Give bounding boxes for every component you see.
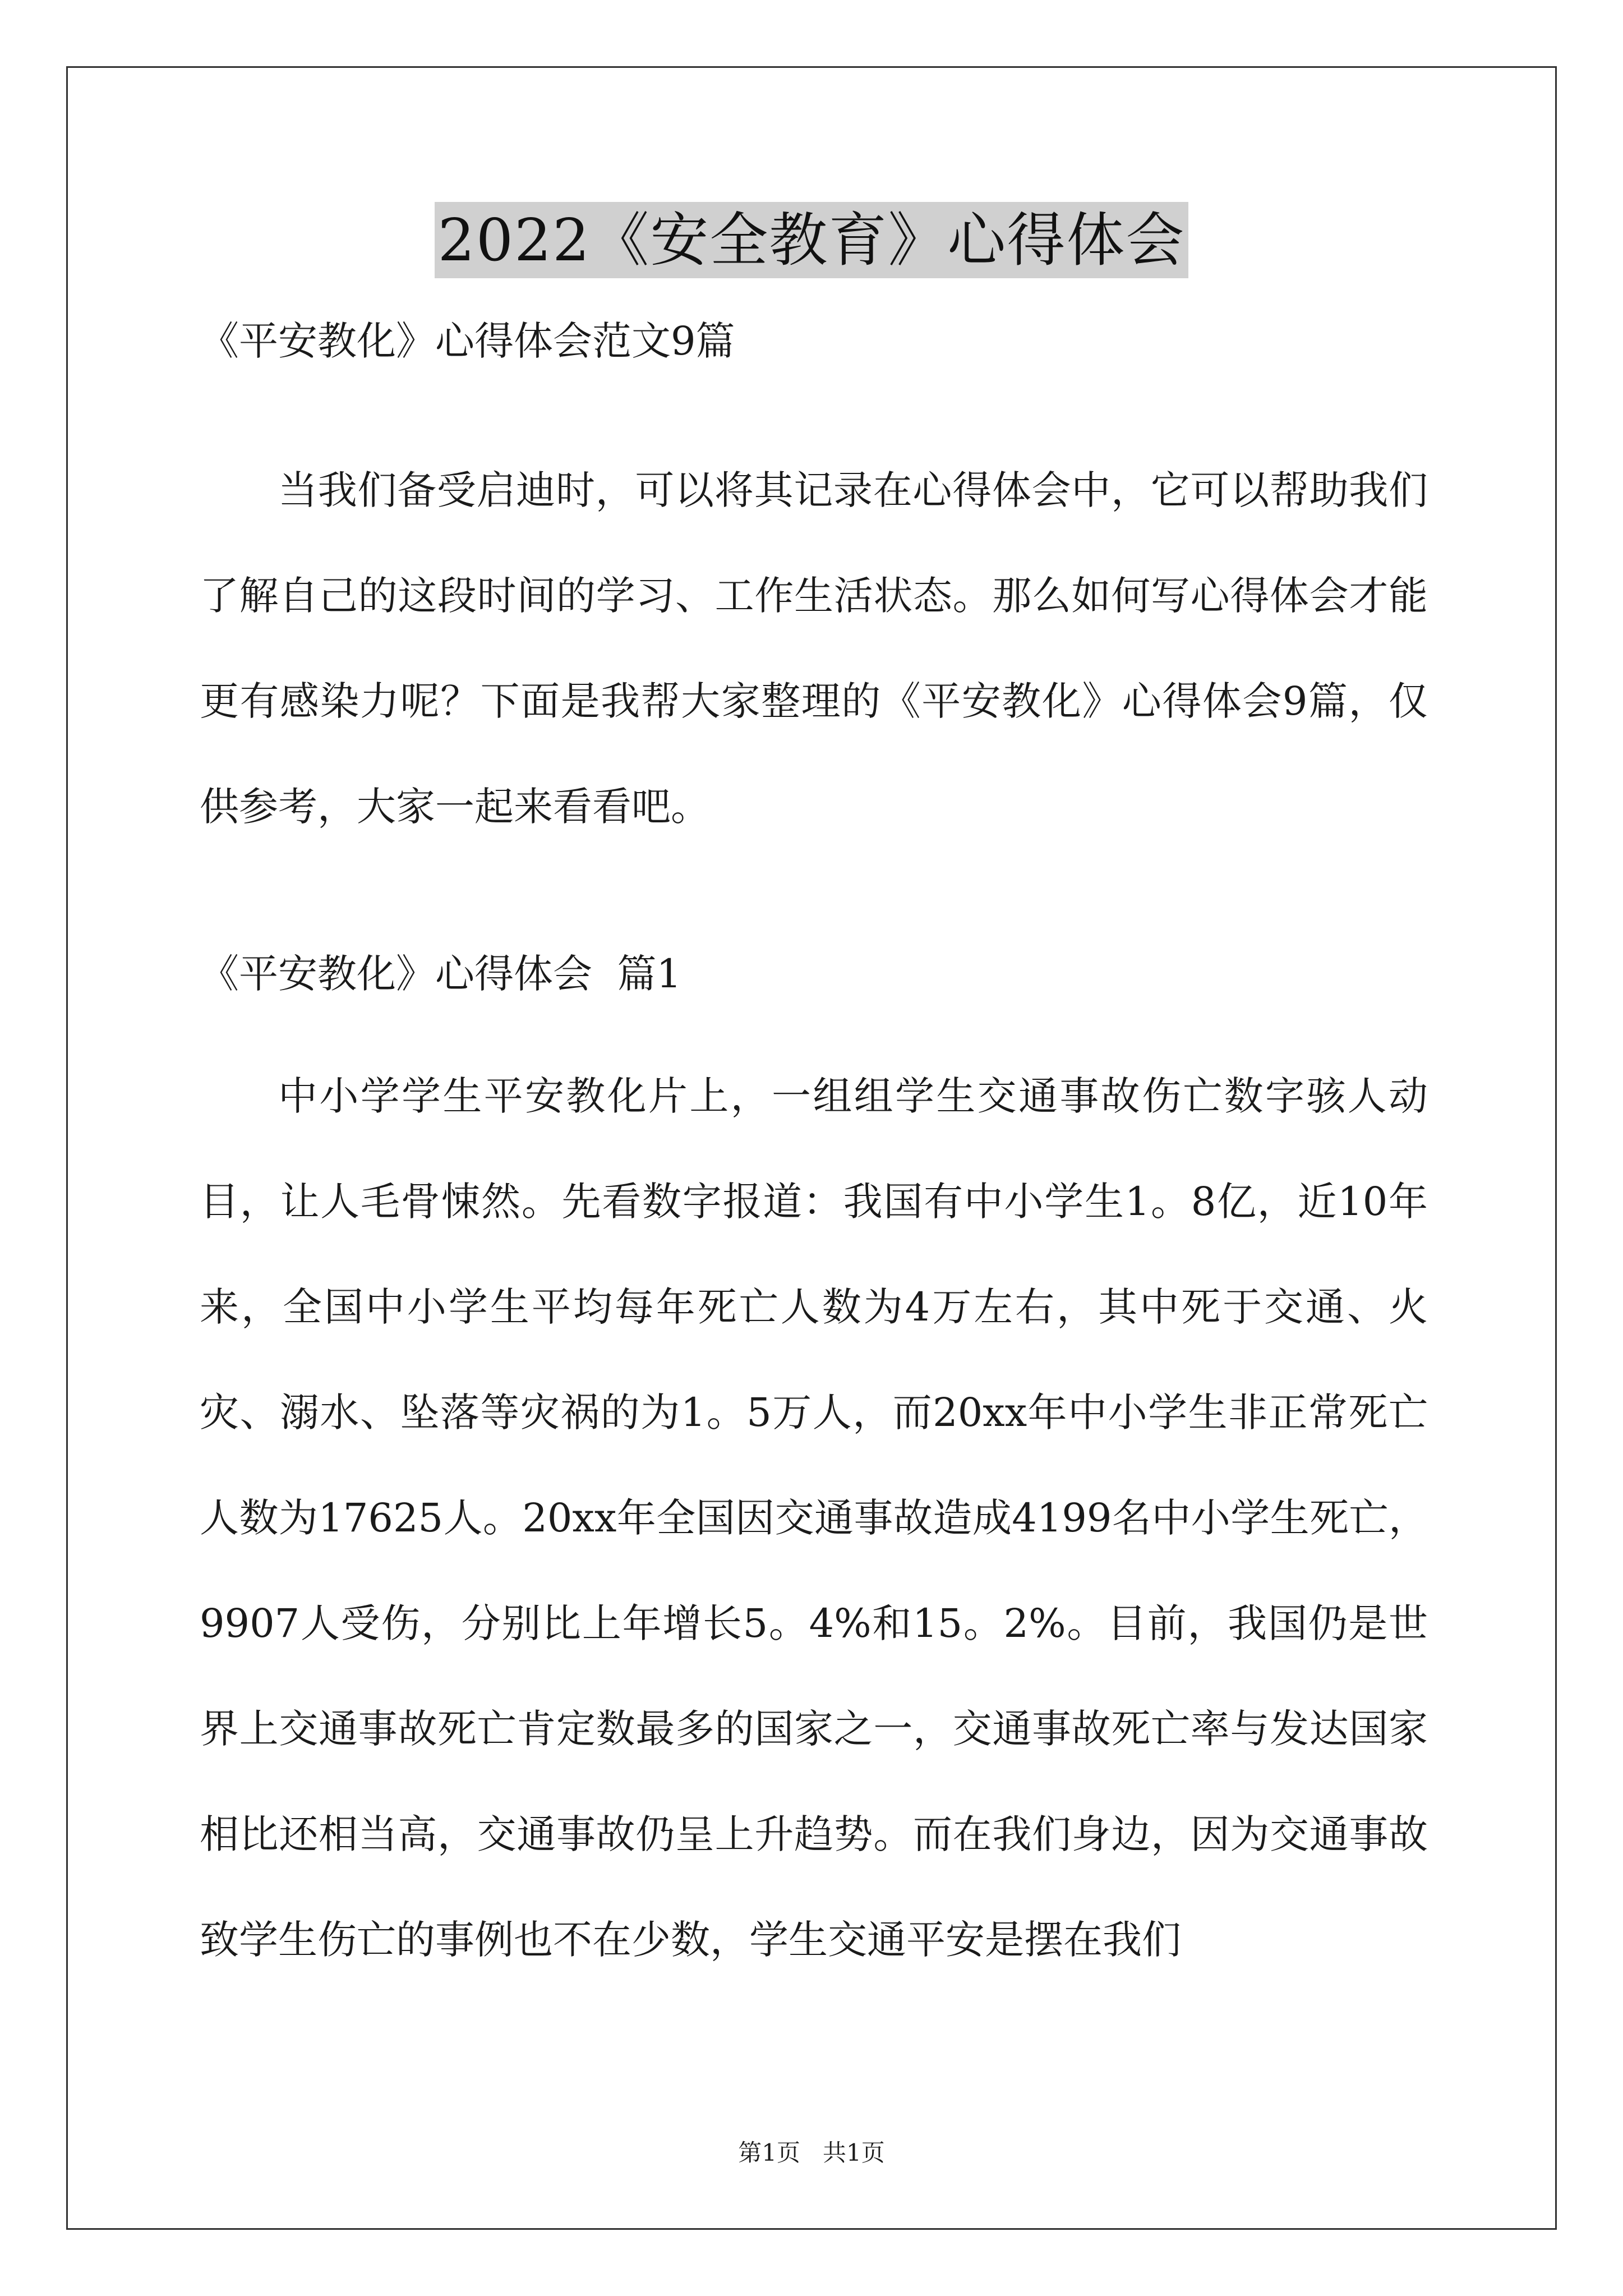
page-footer: 第1页 共1页 [738, 2139, 885, 2166]
document-title: 2022《安全教育》心得体会 [435, 202, 1189, 278]
document-subtitle: 《平安教化》心得体会范文9篇 [200, 318, 735, 364]
section-heading: 《平安教化》心得体会 篇1 [200, 951, 682, 997]
body-paragraph: 中小学学生平安教化片上，一组组学生交通事故伤亡数字骇人动目，让人毛骨悚然。先看数字报道：我国有中小学生1。8亿，近10年来，全国中小学生平均每年死亡人数为4万左右，其中死于交通、火灾、溺水、坠落等灾祸的为1。5万人，而20xx年中小学生非正常死亡人数为17625人。20xx年全国因交通事故造成4199名中小学生死亡，9907人受伤，分别比上年增长5。4%和15。2%。目前，我国仍是世界上交通事故死亡肯定数最多的国家之一，交通事故死亡率与发达国家相比还相当高，交通事故仍呈上升趋势。而在我们身边，因为交通事故致学生伤亡的事例也不在少数，学生交通平安是摆在我们 [200, 1073, 1428, 1963]
title-container [0, 202, 1623, 278]
intro-paragraph: 当我们备受启迪时，可以将其记录在心得体会中，它可以帮助我们了解自己的这段时间的学习、工作生活状态。那么如何写心得体会才能更有感染力呢？下面是我帮大家整理的《平安教化》心得体会9篇，仅供参考，大家一起来看看吧。 [200, 467, 1428, 830]
